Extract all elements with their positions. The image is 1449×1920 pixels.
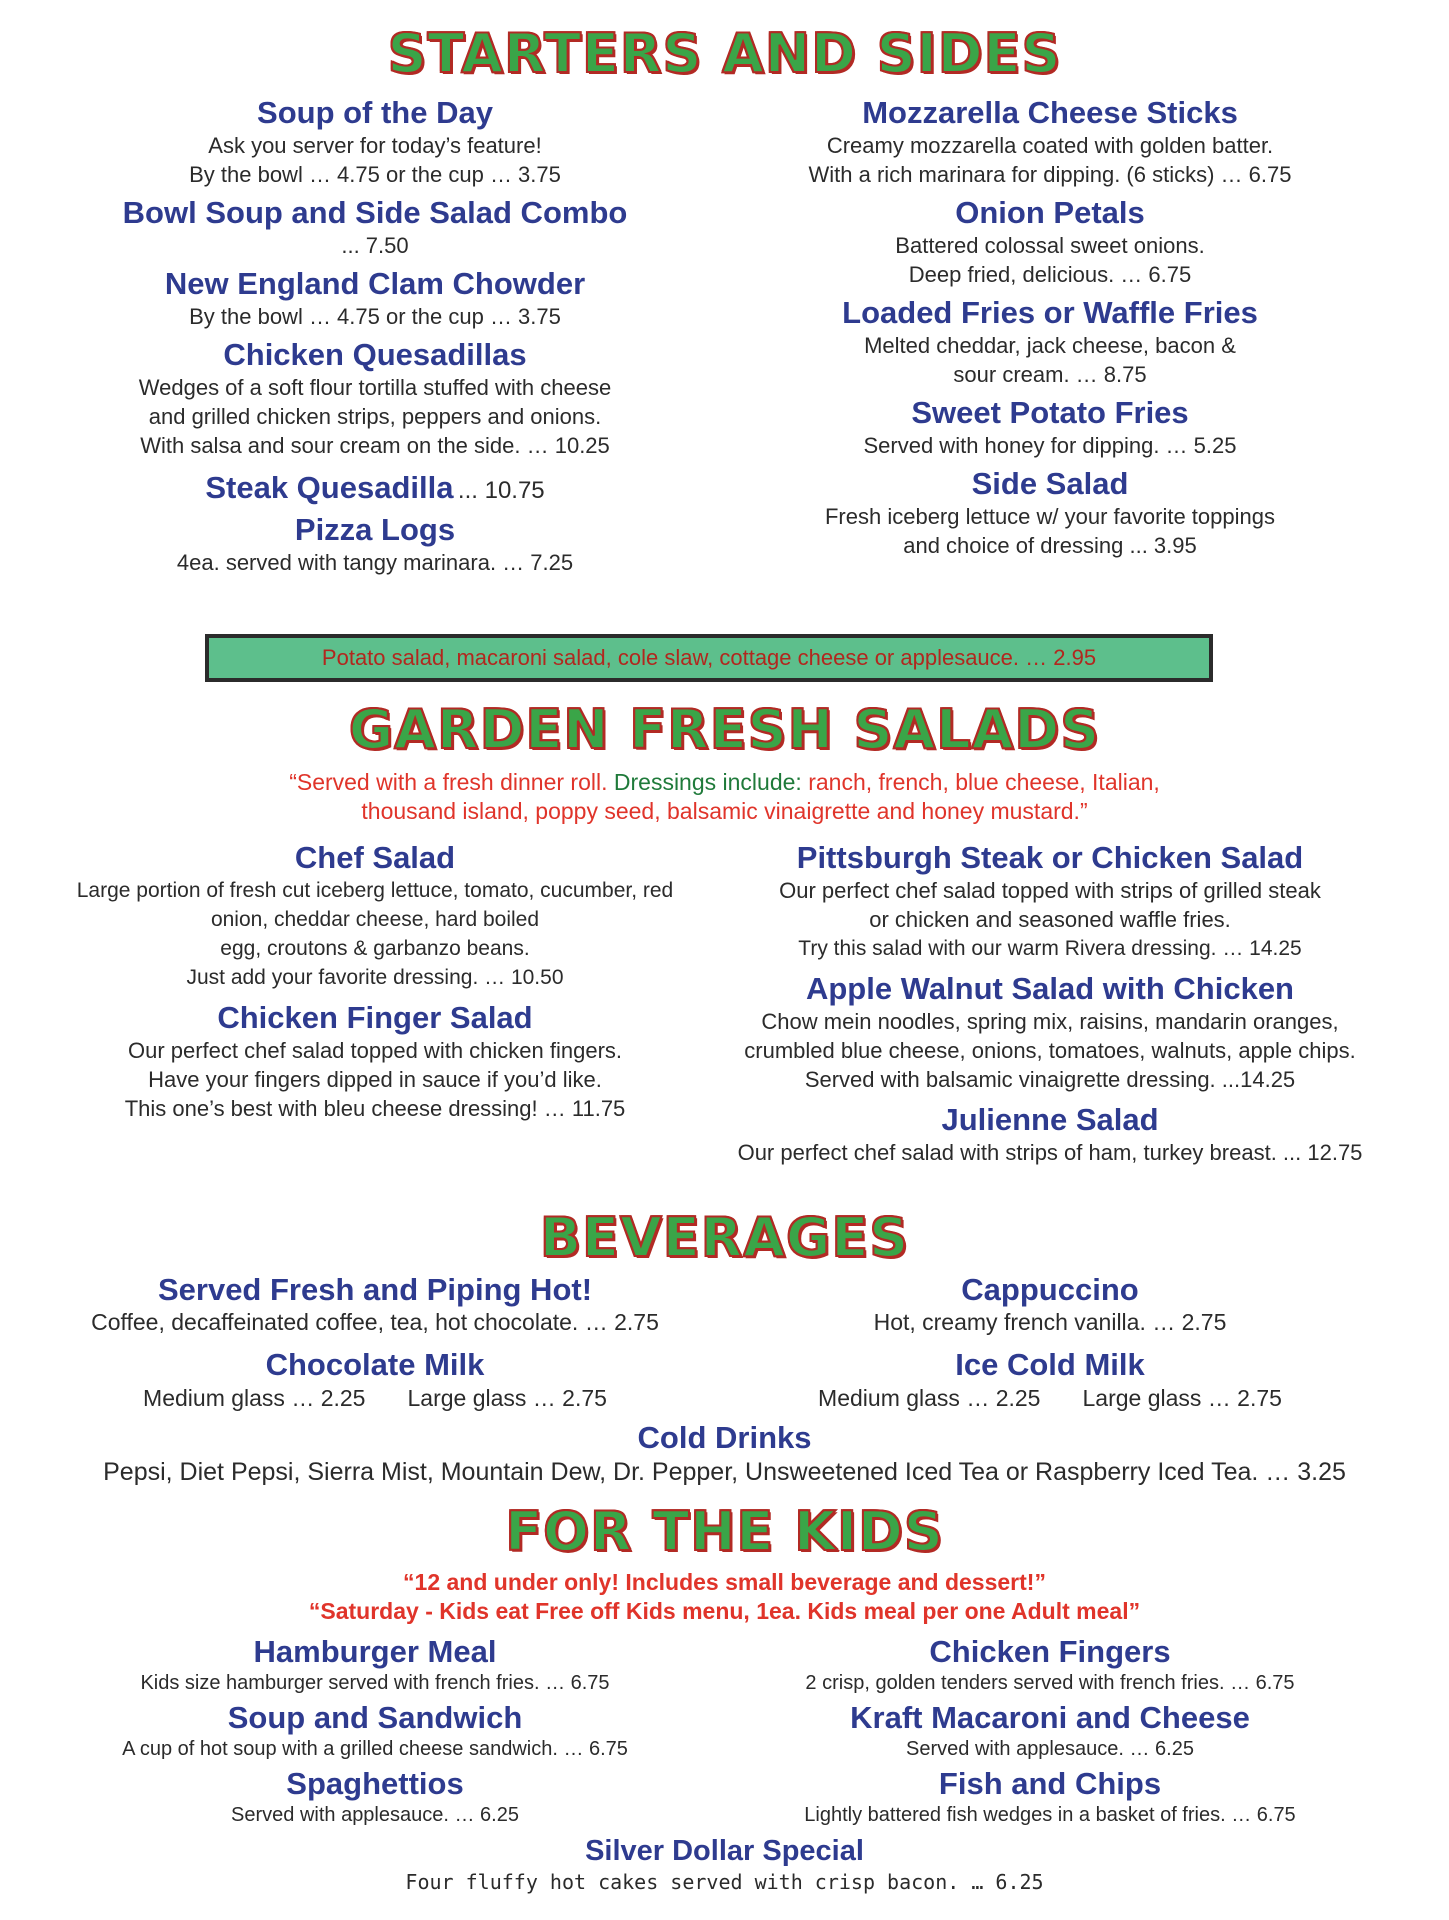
item-desc: Large glass … 2.75 [1082,1385,1282,1411]
menu-item [725,195,1375,289]
item-desc: Medium glass … 2.25 [143,1385,366,1411]
item-desc: Our perfect chef salad topped with strips of grilled steak [779,878,1321,903]
item-name: Ice Cold Milk [955,1347,1145,1382]
item-desc: Hot, creamy french vanilla. … 2.75 [873,1309,1227,1335]
item-desc: Have your fingers dipped in sauce if you’d like. [148,1067,602,1092]
kids-title: FOR THE KIDS [505,1500,944,1563]
kids-note: “Saturday - Kids eat Free off Kids menu, 1ea. Kids meal per one Adult meal” [308,1598,1141,1624]
item-desc: Four fluffy hot cakes served with crisp bacon. … 6.25 [405,1870,1044,1894]
salads-title: GARDEN FRESH SALADS [348,698,1101,761]
item-desc: Lightly battered fish wedges in a basket of fries. … 6.75 [804,1804,1296,1826]
intro-text: thousand island, poppy seed, balsamic vinaigrette and honey mustard.” [361,798,1088,824]
item-desc: Pepsi, Diet Pepsi, Sierra Mist, Mountain Dew, Dr. Pepper, Unsweetened Iced Tea or Raspberry Iced Tea. … 3.25 [103,1458,1346,1486]
item-desc: A cup of hot soup with a grilled cheese sandwich. … 6.75 [122,1738,628,1760]
menu-item [50,195,700,260]
beverages-left-column [50,1272,700,1413]
menu-item [50,1766,700,1828]
menu-item [725,1347,1375,1413]
item-desc: Kids size hamburger served with french fries. … 6.75 [140,1672,610,1694]
item-desc: or chicken and seasoned waffle fries. [869,907,1231,932]
kids-note: “12 and under only! Includes small beverage and dessert!” [403,1569,1046,1595]
starters-right-column [725,95,1375,560]
item-desc: sour cream. … 8.75 [953,362,1147,387]
item-desc: 4ea. served with tangy marinara. … 7.25 [176,550,574,575]
item-name: Mozzarella Cheese Sticks [862,95,1238,130]
salads-left-column [50,840,700,1123]
item-name: Chicken Quesadillas [223,337,527,372]
menu-item [725,971,1375,1094]
menu-item [725,1634,1375,1696]
item-desc: ... 7.50 [341,233,409,258]
item-name: Cappuccino [961,1272,1139,1307]
menu-item [50,1272,700,1337]
item-name: Steak Quesadilla [205,470,454,505]
item-desc: Wedges of a soft flour tortilla stuffed with cheese [138,375,612,400]
menu-item [725,395,1375,460]
item-desc: Battered colossal sweet onions. [895,233,1205,258]
item-name: Sweet Potato Fries [911,395,1189,430]
item-desc: Ask you server for today’s feature! [208,133,542,158]
item-desc: Served with honey for dipping. … 5.25 [863,433,1237,458]
menu-item [725,295,1375,389]
item-name: Pizza Logs [294,512,456,547]
menu-item [50,266,700,331]
item-desc: Try this salad with our warm Rivera dressing. … 14.25 [798,937,1302,960]
item-name: Cold Drinks [637,1420,812,1455]
item-desc: Our perfect chef salad with strips of ham, turkey breast. ... 12.75 [737,1140,1363,1165]
item-name: Fish and Chips [938,1766,1162,1801]
item-desc: With a rich marinara for dipping. (6 sticks) … 6.75 [808,162,1292,187]
item-desc: 2 crisp, golden tenders served with french fries. … 6.75 [805,1672,1295,1694]
beverages-right-column [725,1272,1375,1413]
beverages-title: BEVERAGES [539,1206,910,1269]
item-name: Soup of the Day [257,95,493,130]
menu-item [725,840,1375,963]
item-desc: Just add your favorite dressing. … 10.50 [186,966,564,989]
menu-item [50,1634,700,1696]
menu-item [50,470,700,506]
item-name: Silver Dollar Special [585,1835,864,1867]
glass-sizes [50,1383,700,1413]
item-name: Kraft Macaroni and Cheese [850,1700,1250,1735]
salads-intro [0,768,1449,826]
item-desc: Medium glass … 2.25 [818,1385,1041,1411]
item-price: ... 10.75 [457,477,545,504]
menu-item [725,1766,1375,1828]
menu-item [50,512,700,577]
item-desc: With salsa and sour cream on the side. … 10.25 [140,433,610,458]
menu-item [725,1102,1375,1167]
menu-item [50,840,700,992]
menu-item [725,1272,1375,1337]
item-name: Julienne Salad [941,1102,1159,1137]
item-name: Onion Petals [955,195,1145,230]
item-desc: Served with balsamic vinaigrette dressing. ...14.25 [804,1067,1296,1092]
item-desc: Served with applesauce. … 6.25 [231,1804,519,1826]
item-name: New England Clam Chowder [164,266,586,301]
item-name: Pittsburgh Steak or Chicken Salad [796,840,1304,875]
intro-text: Dressings include: [613,769,809,795]
menu-item [50,95,700,189]
item-desc: egg, croutons & garbanzo beans. [220,937,530,960]
silver-dollar-special [0,1834,1449,1896]
menu-item [50,337,700,460]
kids-left-column [50,1634,700,1828]
sides-banner: Potato salad, macaroni salad, cole slaw, cottage cheese or applesauce. … 2.95 [205,634,1213,682]
item-name: Bowl Soup and Side Salad Combo [122,195,628,230]
item-desc: Creamy mozzarella coated with golden batter. [826,133,1274,158]
item-name: Loaded Fries or Waffle Fries [842,295,1258,330]
item-desc: Coffee, decaffeinated coffee, tea, hot chocolate. … 2.75 [91,1309,659,1335]
item-name: Chicken Finger Salad [217,1000,533,1035]
item-name: Served Fresh and Piping Hot! [157,1272,593,1307]
menu-item [50,1000,700,1123]
item-desc: Served with applesauce. … 6.25 [906,1738,1194,1760]
item-desc: Deep fried, delicious. … 6.75 [908,262,1192,287]
intro-text: “Served with a fresh dinner roll. [289,769,614,795]
item-name: Apple Walnut Salad with Chicken [805,971,1294,1006]
menu-item [725,95,1375,189]
item-desc: and choice of dressing ... 3.95 [903,533,1197,558]
item-name: Chocolate Milk [265,1347,485,1382]
cold-drinks [0,1420,1449,1488]
kids-right-column [725,1634,1375,1828]
item-desc: onion, cheddar cheese, hard boiled [210,908,540,931]
item-desc: crumbled blue cheese, onions, tomatoes, walnuts, apple chips. [744,1038,1356,1063]
item-desc: By the bowl … 4.75 or the cup … 3.75 [189,304,561,329]
item-desc: Our perfect chef salad topped with chicken fingers. [127,1038,623,1063]
item-desc: By the bowl … 4.75 or the cup … 3.75 [189,162,561,187]
kids-intro [0,1568,1449,1626]
item-desc: and grilled chicken strips, peppers and onions. [148,404,602,429]
menu-item [725,466,1375,560]
starters-left-column [50,95,700,577]
menu-item [725,1700,1375,1762]
item-name: Soup and Sandwich [227,1700,523,1735]
menu-item [50,1347,700,1413]
item-name: Hamburger Meal [253,1634,497,1669]
starters-title: STARTERS AND SIDES [387,22,1062,85]
item-name: Chicken Fingers [929,1634,1171,1669]
intro-text: ranch, french, blue cheese, Italian, [808,769,1160,795]
glass-sizes [725,1383,1375,1413]
item-desc: Chow mein noodles, spring mix, raisins, mandarin oranges, [761,1009,1339,1034]
item-desc: Fresh iceberg lettuce w/ your favorite toppings [824,504,1275,529]
item-desc: Large glass … 2.75 [407,1385,607,1411]
item-desc: Large portion of fresh cut iceberg lettuce, tomato, cucumber, red [76,879,674,902]
salads-right-column [725,840,1375,1167]
menu-item [50,1700,700,1762]
item-name: Chef Salad [294,840,456,875]
item-desc: Melted cheddar, jack cheese, bacon & [864,333,1236,358]
item-name: Spaghettios [286,1766,464,1801]
item-name: Side Salad [971,466,1129,501]
item-desc: This one’s best with bleu cheese dressing! … 11.75 [124,1096,626,1121]
